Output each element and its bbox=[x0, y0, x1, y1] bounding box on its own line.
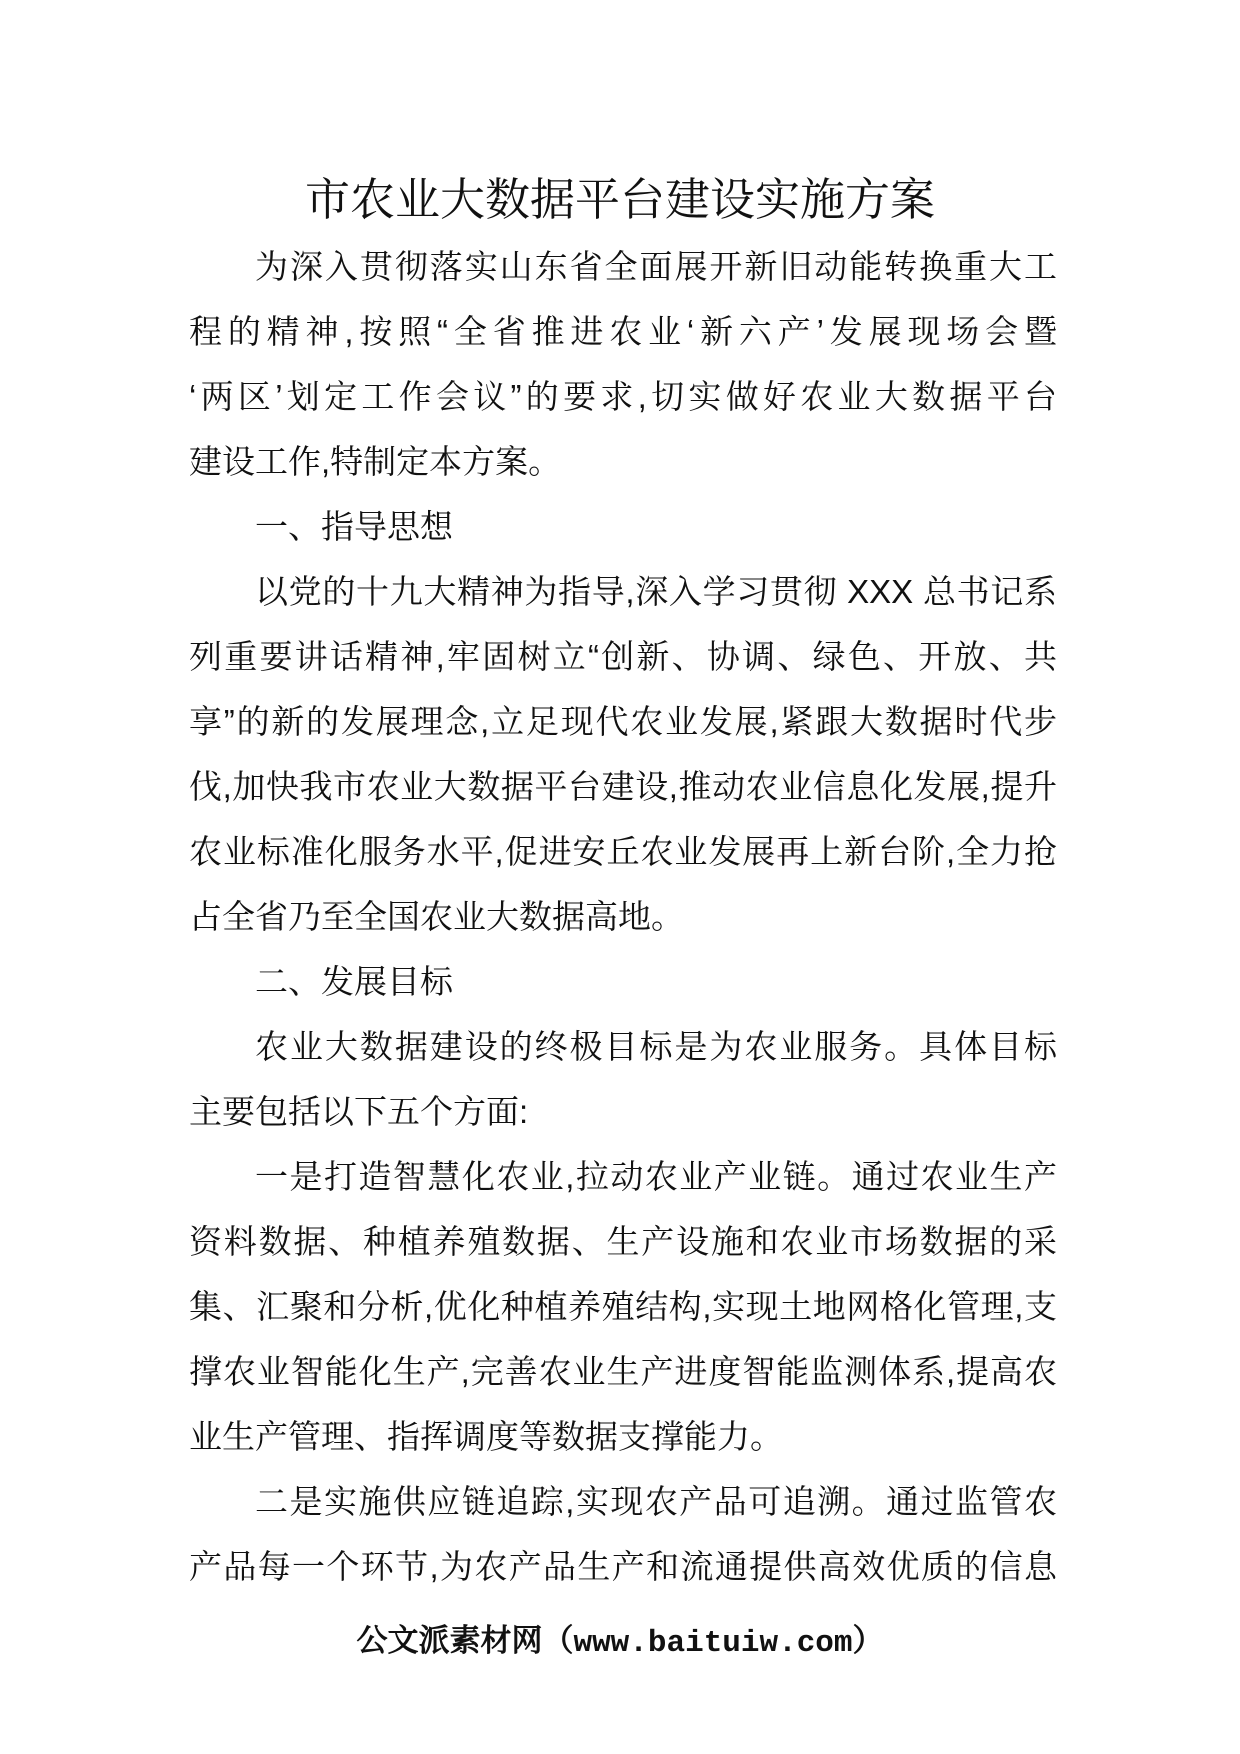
guiding-thought-paragraph bbox=[189, 559, 1057, 949]
body-line: 列重要讲话精神,牢固树立“创新、协调、绿色、开放、共 bbox=[189, 638, 1057, 675]
document-title: 市农业大数据平台建设实施方案 bbox=[304, 174, 935, 225]
body-line: 集、汇聚和分析,优化种植养殖结构,实现土地网格化管理,支 bbox=[189, 1288, 1057, 1325]
body-line: 一是打造智慧化农业,拉动农业产业链。通过农业生产 bbox=[255, 1158, 1057, 1195]
intro-paragraph bbox=[189, 234, 1057, 494]
body-line: 业生产管理、指挥调度等数据支撑能力。 bbox=[189, 1418, 783, 1455]
body-line: 享”的新的发展理念,立足现代农业发展,紧跟大数据时代步 bbox=[189, 703, 1057, 740]
body-line: 农业标准化服务水平,促进安丘农业发展再上新台阶,全力抢 bbox=[189, 833, 1057, 870]
body-line: 二是实施供应链追踪,实现农产品可追溯。通过监管农 bbox=[255, 1483, 1057, 1520]
body-line: 资料数据、种植养殖数据、生产设施和农业市场数据的采 bbox=[189, 1223, 1057, 1260]
body-line: 建设工作,特制定本方案。 bbox=[189, 443, 562, 480]
body-line: ‘两区’划定工作会议”的要求,切实做好农业大数据平台 bbox=[189, 378, 1057, 415]
body-line: 农业大数据建设的终极目标是为农业服务。具体目标 bbox=[255, 1028, 1057, 1065]
body-line: 以党的十九大精神为指导,深入学习贯彻 XXX 总书记系 bbox=[255, 573, 1057, 610]
body-line: 程的精神,按照“全省推进农业‘新六产’发展现场会暨 bbox=[189, 313, 1057, 350]
document-body bbox=[189, 234, 1057, 1599]
goal-two-paragraph bbox=[189, 1469, 1057, 1599]
body-line: 主要包括以下五个方面: bbox=[189, 1093, 529, 1130]
goals-overview-paragraph bbox=[189, 1014, 1057, 1144]
body-line: 为深入贯彻落实山东省全面展开新旧动能转换重大工 bbox=[255, 248, 1057, 285]
section-heading: 一、指导思想 bbox=[255, 508, 453, 545]
section-heading: 二、发展目标 bbox=[255, 963, 453, 1000]
body-line: 伐,加快我市农业大数据平台建设,推动农业信息化发展,提升 bbox=[189, 768, 1057, 805]
body-line: 占全省乃至全国农业大数据高地。 bbox=[189, 898, 684, 935]
goal-one-paragraph bbox=[189, 1144, 1057, 1469]
body-line: 撑农业智能化生产,完善农业生产进度智能监测体系,提高农 bbox=[189, 1353, 1057, 1390]
body-line: 产品每一个环节,为农产品生产和流通提供高效优质的信息 bbox=[189, 1548, 1057, 1585]
footer-source-text: 公文派素材网（www.baituiw.com） bbox=[356, 1626, 884, 1661]
